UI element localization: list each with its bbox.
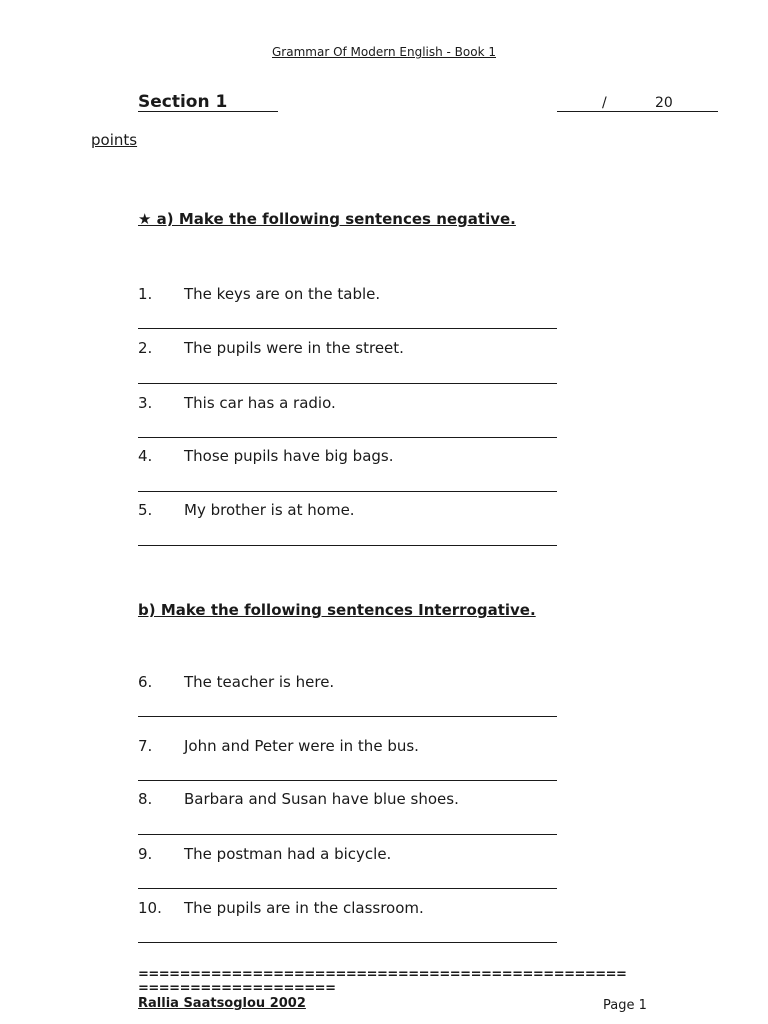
answer-line[interactable] bbox=[138, 491, 557, 492]
footer-author: Rallia Saatsoglou 2002 bbox=[138, 996, 306, 1011]
item-number: 4. bbox=[138, 447, 153, 465]
points-label: points bbox=[91, 131, 138, 149]
item-number: 1. bbox=[138, 285, 153, 303]
item-sentence: Those pupils have big bags. bbox=[184, 447, 394, 465]
item-number: 10. bbox=[138, 899, 162, 917]
answer-line[interactable] bbox=[138, 716, 557, 717]
item-number: 8. bbox=[138, 790, 153, 808]
item-number: 9. bbox=[138, 845, 153, 863]
item-sentence: My brother is at home. bbox=[184, 501, 355, 519]
item-sentence: The pupils are in the classroom. bbox=[184, 899, 424, 917]
item-sentence: The postman had a bicycle. bbox=[184, 845, 392, 863]
answer-line[interactable] bbox=[138, 545, 557, 546]
item-sentence: The teacher is here. bbox=[184, 673, 335, 691]
answer-line[interactable] bbox=[138, 780, 557, 781]
section-title: Section 1 bbox=[138, 92, 228, 112]
part-a-heading: ★ a) Make the following sentences negative. bbox=[138, 210, 516, 228]
score-total: 20 bbox=[655, 95, 673, 111]
separator-line: =============================================== bbox=[138, 967, 627, 982]
part-b-heading: b) Make the following sentences Interrogative. bbox=[138, 601, 536, 619]
item-number: 7. bbox=[138, 737, 153, 755]
document-title: Grammar Of Modern English - Book 1 bbox=[272, 45, 496, 59]
score-slash: / bbox=[602, 95, 607, 111]
answer-line[interactable] bbox=[138, 834, 557, 835]
item-sentence: This car has a radio. bbox=[184, 394, 336, 412]
item-sentence: The keys are on the table. bbox=[184, 285, 381, 303]
separator-line: =================== bbox=[138, 981, 336, 996]
item-number: 3. bbox=[138, 394, 153, 412]
item-sentence: John and Peter were in the bus. bbox=[184, 737, 419, 755]
answer-line[interactable] bbox=[138, 437, 557, 438]
answer-line[interactable] bbox=[138, 328, 557, 329]
answer-line[interactable] bbox=[138, 888, 557, 889]
item-sentence: The pupils were in the street. bbox=[184, 339, 404, 357]
item-number: 2. bbox=[138, 339, 153, 357]
score-underline bbox=[557, 111, 718, 112]
answer-line[interactable] bbox=[138, 942, 557, 943]
item-number: 6. bbox=[138, 673, 153, 691]
answer-line[interactable] bbox=[138, 383, 557, 384]
page-number: Page 1 bbox=[603, 998, 647, 1013]
section-underline bbox=[138, 111, 278, 112]
item-sentence: Barbara and Susan have blue shoes. bbox=[184, 790, 459, 808]
item-number: 5. bbox=[138, 501, 153, 519]
